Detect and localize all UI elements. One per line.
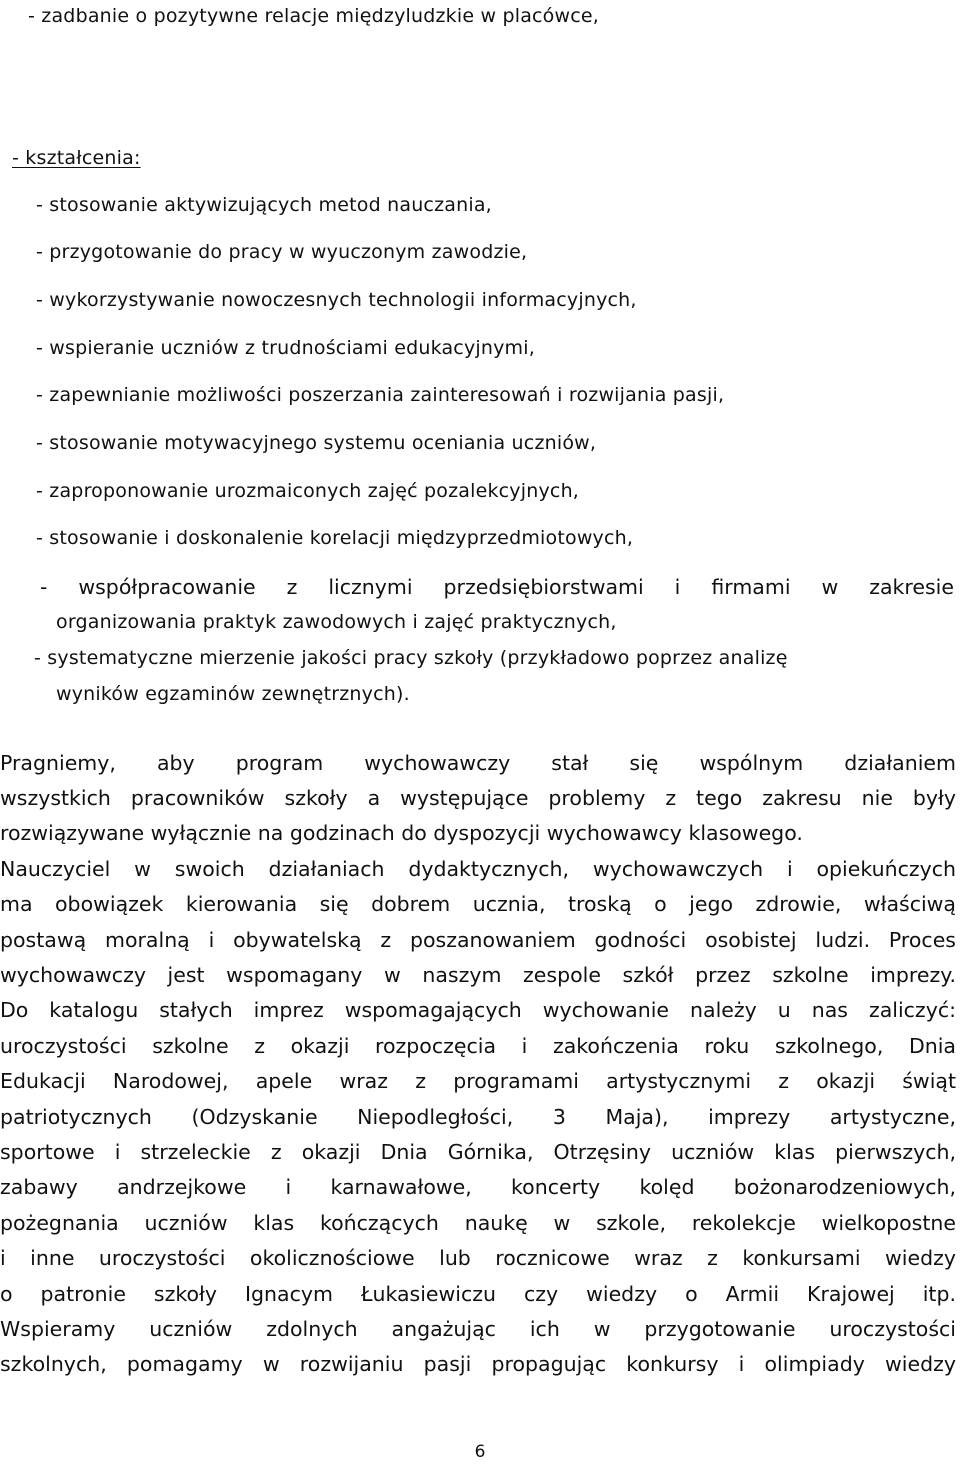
list-item: - wspieranie uczniów z trudnościami edukacyjnymi,: [36, 337, 535, 359]
paragraph-line: wszystkich pracowników szkoły a występujące problemy z tego zakresu nie były: [0, 786, 956, 810]
paragraph-line: Do katalogu stałych imprez wspomagających wychowanie należy u nas zaliczyć:: [0, 998, 956, 1022]
paragraph-line: patriotycznych (Odzyskanie Niepodległości, 3 Maja), imprezy artystyczne,: [0, 1105, 956, 1129]
list-item-wrapped-line: - systematyczne mierzenie jakości pracy szkoły (przykładowo poprzez analizę: [34, 647, 788, 669]
paragraph-line: Nauczyciel w swoich działaniach dydaktycznych, wychowawczych i opiekuńczych: [0, 857, 956, 881]
paragraph-line: sportowe i strzeleckie z okazji Dnia Górnika, Otrzęsiny uczniów klas pierwszych,: [0, 1140, 956, 1164]
list-item: - zapewnianie możliwości poszerzania zainteresowań i rozwijania pasji,: [36, 384, 725, 406]
page-number: 6: [474, 1442, 486, 1462]
paragraph-line: postawą moralną i obywatelską z poszanowaniem godności osobistej ludzi. Proces: [0, 928, 956, 952]
section-heading: - kształcenia:: [12, 147, 141, 169]
list-item-wrapped-line: wyników egzaminów zewnętrznych).: [56, 683, 410, 705]
paragraph-line: Edukacji Narodowej, apele wraz z programami artystycznymi z okazji świąt: [0, 1069, 956, 1093]
list-item-wrapped-line: organizowania praktyk zawodowych i zajęć praktycznych,: [56, 611, 617, 633]
paragraph-line: zabawy andrzejkowe i karnawałowe, koncerty kolęd bożonarodzeniowych,: [0, 1175, 956, 1199]
list-item: - stosowanie aktywizujących metod nauczania,: [36, 194, 492, 216]
paragraph-line: pożegnania uczniów klas kończących naukę w szkole, rekolekcje wielkopostne: [0, 1211, 956, 1235]
list-item: - stosowanie i doskonalenie korelacji międzyprzedmiotowych,: [36, 527, 634, 549]
paragraph-line: ma obowiązek kierowania się dobrem ucznia, troską o jego zdrowie, właściwą: [0, 892, 956, 916]
paragraph-line: Pragniemy, aby program wychowawczy stał się wspólnym działaniem: [0, 751, 956, 775]
list-item: - przygotowanie do pracy w wyuczonym zawodzie,: [36, 241, 528, 263]
list-item: - wykorzystywanie nowoczesnych technologii informacyjnych,: [36, 289, 637, 311]
list-item-wrapped-line: - współpracowanie z licznymi przedsiębiorstwami i firmami w zakresie: [40, 575, 954, 599]
list-item: - stosowanie motywacyjnego systemu oceniania uczniów,: [36, 432, 597, 454]
list-item: - zaproponowanie urozmaiconych zajęć pozalekcyjnych,: [36, 480, 580, 502]
paragraph-line: szkolnych, pomagamy w rozwijaniu pasji propagując konkursy i olimpiady wiedzy: [0, 1352, 956, 1376]
list-item-top: - zadbanie o pozytywne relacje międzyludzkie w placówce,: [28, 5, 600, 27]
paragraph-line: Wspieramy uczniów zdolnych angażując ich w przygotowanie uroczystości: [0, 1317, 956, 1341]
paragraph-line: rozwiązywane wyłącznie na godzinach do dyspozycji wychowawcy klasowego.: [0, 821, 803, 845]
paragraph-line: wychowawczy jest wspomagany w naszym zespole szkół przez szkolne imprezy.: [0, 963, 956, 987]
paragraph-line: uroczystości szkolne z okazji rozpoczęcia i zakończenia roku szkolnego, Dnia: [0, 1034, 956, 1058]
paragraph-line: o patronie szkoły Ignacym Łukasiewiczu czy wiedzy o Armii Krajowej itp.: [0, 1282, 956, 1306]
paragraph-line: i inne uroczystości okolicznościowe lub rocznicowe wraz z konkursami wiedzy: [0, 1246, 956, 1270]
